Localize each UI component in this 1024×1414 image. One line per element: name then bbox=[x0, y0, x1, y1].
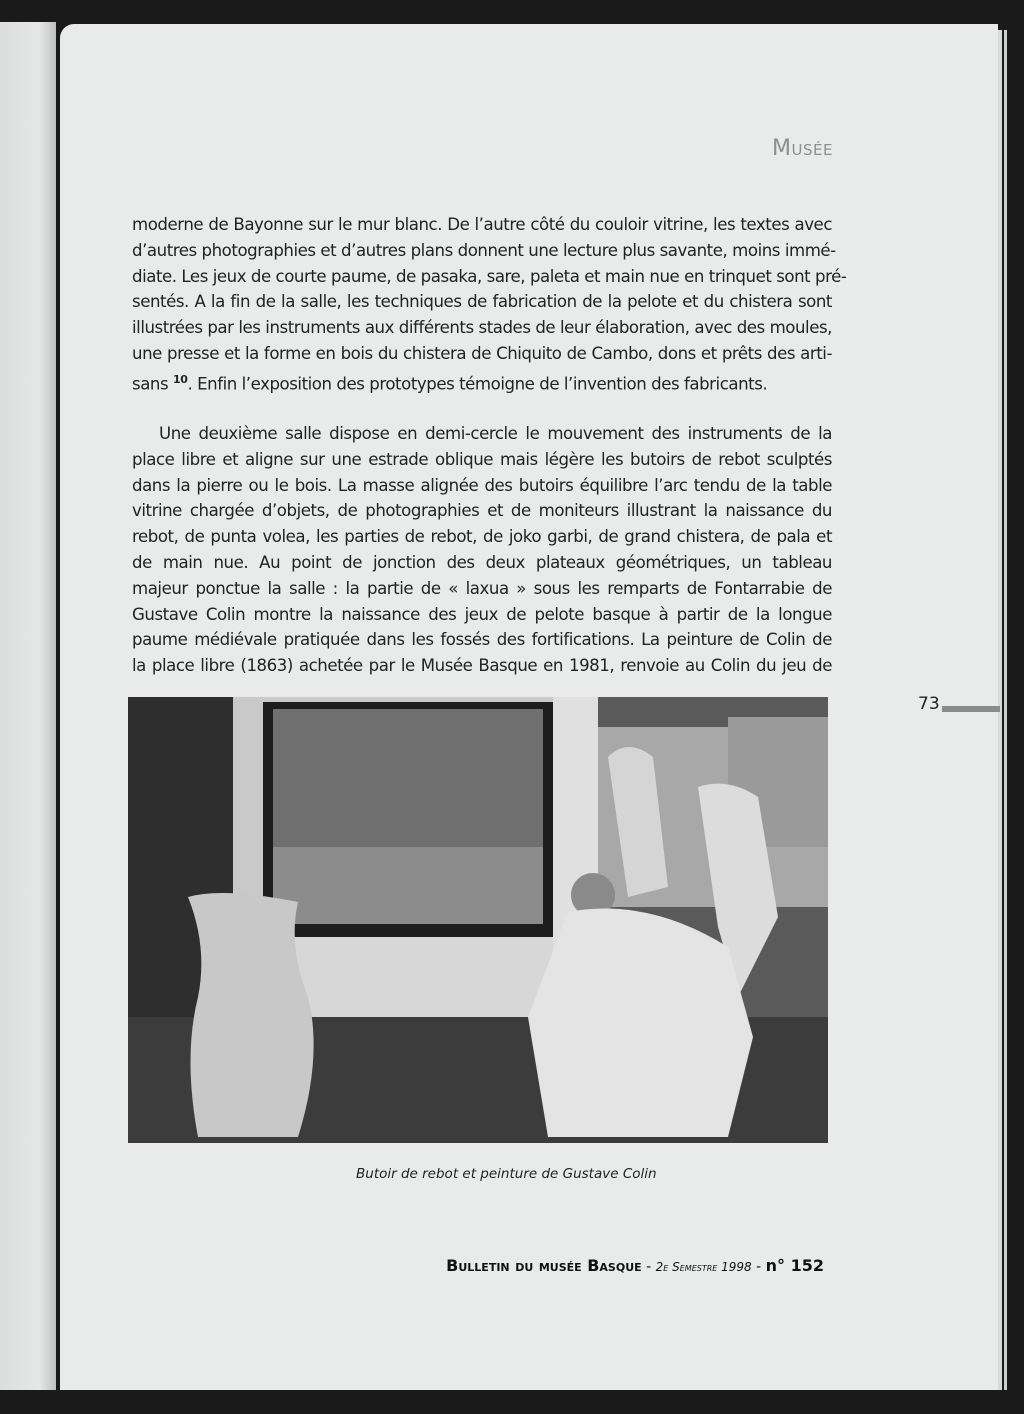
separator: - bbox=[751, 1259, 766, 1275]
text-line: sentés. A la fin de la salle, les techniques de fabrication de la pelote et du chistera sont bbox=[132, 292, 832, 312]
text-line: place libre et aligne sur une estrade oblique mais légère les butoirs de rebot sculptés bbox=[132, 449, 832, 469]
page-number: 73 bbox=[918, 694, 940, 714]
text-line: la place libre (1863) achetée par le Musée Basque en 1981, renvoie au Colin du jeu de bbox=[132, 656, 832, 676]
text-fragment: sans bbox=[132, 374, 174, 394]
issue-period: 2e Semestre 1998 bbox=[655, 1260, 752, 1274]
text-line: de main nue. Au point de jonction des deux plateaux géométriques, un tableau bbox=[132, 552, 832, 572]
bulletin-title: Bulletin du musée Basque bbox=[446, 1256, 642, 1275]
text-line bbox=[132, 367, 832, 397]
paragraph-2 bbox=[132, 421, 832, 679]
issue-number: n° 152 bbox=[765, 1256, 824, 1275]
text-fragment: . Enfin l’exposition des prototypes témoigne de l’invention des fabricants. bbox=[187, 374, 768, 394]
footnote-ref[interactable]: 10 bbox=[173, 372, 188, 386]
page-edge bbox=[1004, 30, 1007, 1390]
paragraph-1 bbox=[132, 212, 847, 397]
museum-photo bbox=[128, 697, 828, 1143]
text-line: illustrées par les instruments aux différents stades de leur élaboration, avec des moules, bbox=[132, 318, 832, 338]
text-line: dans la pierre ou le bois. La masse alignée des butoirs équilibre l’arc tendu de la table bbox=[132, 475, 832, 495]
text-line: Gustave Colin montre la naissance des jeux de pelote basque à partir de la longue bbox=[132, 604, 832, 624]
text-line: majeur ponctue la salle : la partie de « laxua » sous les remparts de Fontarrabie de bbox=[132, 578, 832, 598]
text-line: diate. Les jeux de courte paume, de pasaka, sare, paleta et main nue en trinquet sont pré- bbox=[132, 266, 847, 286]
text-line: rebot, de punta volea, les parties de rebot, de joko garbi, de grand chistera, de pala et bbox=[132, 527, 832, 547]
figure-caption: Butoir de rebot et peinture de Gustave Colin bbox=[356, 1166, 657, 1182]
text-line: une presse et la forme en bois du chistera de Chiquito de Cambo, dons et prêts des arti- bbox=[132, 343, 832, 363]
text-line: moderne de Bayonne sur le mur blanc. De l’autre côté du couloir vitrine, les textes avec bbox=[132, 215, 832, 234]
text-line: paume médiévale pratiquée dans les fossés des fortifications. La peinture de Colin de bbox=[132, 630, 832, 650]
separator: - bbox=[641, 1259, 656, 1275]
facing-page-edge bbox=[0, 22, 56, 1390]
text-line: Une deuxième salle dispose en demi-cercle le mouvement des instruments de la bbox=[159, 424, 832, 443]
text-line: vitrine chargée d’objets, de photographies et de moniteurs illustrant la naissance du bbox=[132, 501, 832, 521]
footer bbox=[446, 1256, 824, 1275]
page-tab-marker bbox=[942, 706, 1000, 712]
section-header: Musée bbox=[772, 136, 833, 161]
text-line: d’autres photographies et d’autres plans donnent une lecture plus savante, moins immé- bbox=[132, 240, 836, 260]
